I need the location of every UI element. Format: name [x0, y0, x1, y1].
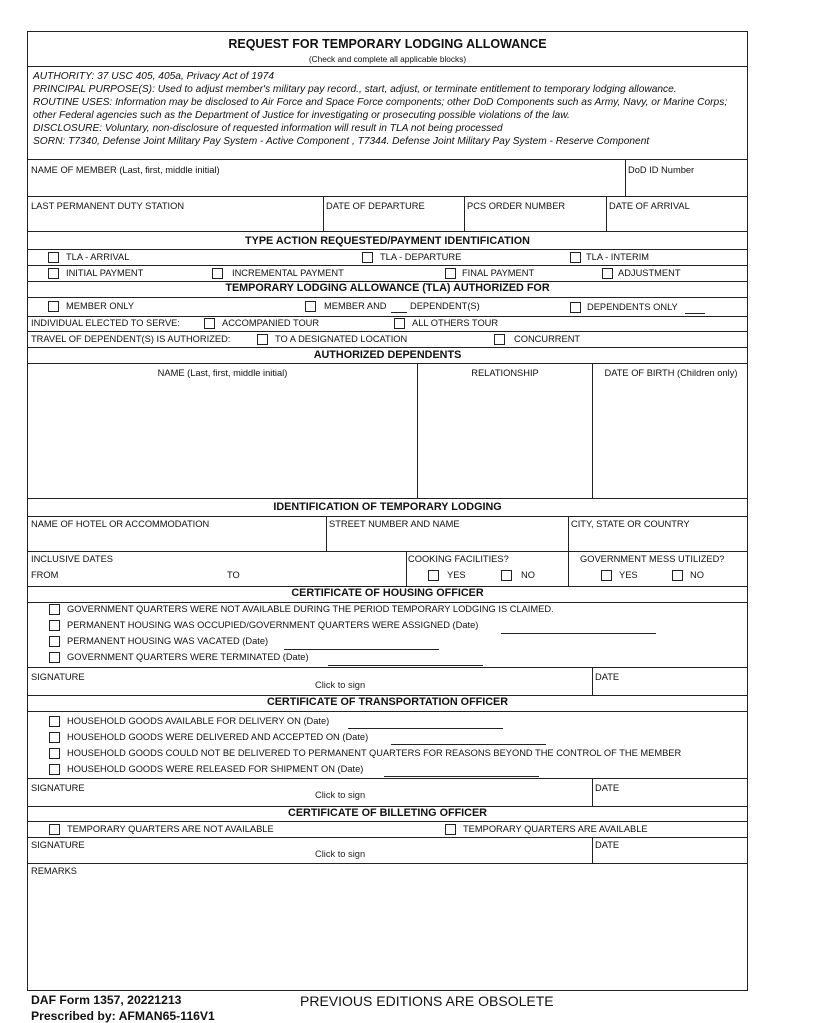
hotel-name-field[interactable]: [28, 530, 325, 550]
housing-date-field[interactable]: [594, 683, 747, 694]
date-of-birth-field[interactable]: [593, 380, 747, 496]
housing-item2-label: PERMANENT HOUSING WAS OCCUPIED/GOVERNMENT QUARTERS WERE ASSIGNED (Date): [67, 620, 479, 630]
transport-click-to-sign[interactable]: Click to sign: [315, 790, 366, 800]
transport-item4-label: HOUSEHOLD GOODS WERE RELEASED FOR SHIPMENT ON (Date): [67, 764, 364, 774]
dod-id-field[interactable]: [626, 172, 746, 195]
transport-item1-checkbox[interactable]: [49, 716, 60, 727]
final-payment-label: FINAL PAYMENT: [462, 268, 535, 278]
to-date-field[interactable]: [244, 566, 404, 584]
initial-payment-checkbox[interactable]: [48, 268, 59, 279]
mess-no-label: NO: [690, 570, 704, 580]
member-name-label: NAME OF MEMBER (Last, first, middle initial): [31, 165, 220, 175]
housing-item4-label: GOVERNMENT QUARTERS WERE TERMINATED (Date): [67, 652, 309, 662]
transport-date-field[interactable]: [594, 794, 747, 805]
departure-date-label: DATE OF DEPARTURE: [326, 201, 425, 211]
city-state-field[interactable]: [569, 530, 747, 550]
housing-item3-checkbox[interactable]: [49, 636, 60, 647]
transport-item2-checkbox[interactable]: [49, 732, 60, 743]
form-number: DAF Form 1357, 20221213: [31, 993, 182, 1007]
incremental-payment-label: INCREMENTAL PAYMENT: [232, 268, 344, 278]
pcs-order-label: PCS ORDER NUMBER: [467, 201, 566, 211]
tla-arrival-checkbox[interactable]: [48, 252, 59, 263]
tla-interim-checkbox[interactable]: [570, 252, 581, 263]
dependents-only-label: DEPENDENTS ONLY: [587, 302, 678, 312]
prescribed-by: Prescribed by: AFMAN65-116V1: [31, 1009, 215, 1023]
housing-item4-date-line[interactable]: [328, 665, 483, 666]
quarters-available-checkbox[interactable]: [445, 824, 456, 835]
authority-line: AUTHORITY: 37 USC 405, 405a, Privacy Act of 1974: [33, 71, 275, 82]
dod-id-label: DoD ID Number: [628, 165, 695, 175]
member-only-label: MEMBER ONLY: [66, 301, 135, 311]
housing-item3-date-line[interactable]: [284, 649, 439, 650]
temporary-lodging-header: IDENTIFICATION OF TEMPORARY LODGING: [273, 501, 502, 513]
accompanied-tour-checkbox[interactable]: [204, 318, 215, 329]
adjustment-checkbox[interactable]: [602, 268, 613, 279]
cooking-no-label: NO: [521, 570, 535, 580]
housing-item1-checkbox[interactable]: [49, 604, 60, 615]
cooking-yes-checkbox[interactable]: [428, 570, 439, 581]
routine-uses-line-2: other Federal agencies such as the Department of Justice for investigating or prosecuting possible violations of the law.: [33, 110, 570, 121]
remarks-label: REMARKS: [31, 866, 77, 876]
departure-date-field[interactable]: [324, 210, 463, 230]
all-others-tour-checkbox[interactable]: [394, 318, 405, 329]
quarters-not-available-checkbox[interactable]: [49, 824, 60, 835]
dependents-label: DEPENDENT(S): [410, 301, 480, 311]
concurrent-label: CONCURRENT: [514, 334, 581, 344]
cooking-no-checkbox[interactable]: [501, 570, 512, 581]
from-label: FROM: [31, 570, 59, 580]
quarters-available-label: TEMPORARY QUARTERS ARE AVAILABLE: [463, 824, 648, 834]
member-name-field[interactable]: [28, 172, 624, 195]
billeting-officer-header: CERTIFICATE OF BILLETING OFFICER: [288, 807, 487, 819]
elected-to-serve-label: INDIVIDUAL ELECTED TO SERVE:: [31, 318, 180, 328]
housing-signature-label: SIGNATURE: [31, 672, 85, 682]
mess-no-checkbox[interactable]: [672, 570, 683, 581]
arrival-date-field[interactable]: [607, 210, 747, 230]
tla-request-form: [27, 31, 748, 991]
authorized-dependents-header: AUTHORIZED DEPENDENTS: [313, 349, 462, 361]
routine-uses-line: ROUTINE USES: Information may be disclosed to Air Force and Space Force components; other DoD Components such as Army, Navy, or Marine Corps;: [33, 97, 728, 108]
accompanied-tour-label: ACCOMPANIED TOUR: [222, 318, 320, 328]
member-only-checkbox[interactable]: [48, 301, 59, 312]
transportation-officer-header: CERTIFICATE OF TRANSPORTATION OFFICER: [266, 696, 509, 708]
last-duty-station-label: LAST PERMANENT DUTY STATION: [31, 201, 185, 211]
transport-item4-checkbox[interactable]: [49, 764, 60, 775]
designated-location-label: TO A DESIGNATED LOCATION: [275, 334, 408, 344]
cooking-yes-label: YES: [447, 570, 466, 580]
street-label: STREET NUMBER AND NAME: [329, 519, 460, 529]
type-action-header: TYPE ACTION REQUESTED/PAYMENT IDENTIFICATION: [245, 235, 530, 247]
inclusive-dates-label: INCLUSIVE DATES: [31, 554, 113, 564]
transport-signature-label: SIGNATURE: [31, 783, 85, 793]
tla-interim-label: TLA - INTERIM: [586, 252, 650, 262]
transport-item2-label: HOUSEHOLD GOODS WERE DELIVERED AND ACCEPTED ON (Date): [67, 732, 369, 742]
housing-item4-checkbox[interactable]: [49, 652, 60, 663]
transport-date-label: DATE: [595, 783, 620, 793]
hotel-name-label: NAME OF HOTEL OR ACCOMMODATION: [31, 519, 210, 529]
quarters-not-available-label: TEMPORARY QUARTERS ARE NOT AVAILABLE: [67, 824, 274, 834]
date-of-birth-column: DATE OF BIRTH (Children only): [604, 368, 738, 378]
dependents-count-line[interactable]: [391, 312, 407, 313]
housing-click-to-sign[interactable]: Click to sign: [315, 680, 366, 690]
government-mess-label: GOVERNMENT MESS UTILIZED?: [580, 554, 725, 564]
tla-authorized-header: TEMPORARY LODGING ALLOWANCE (TLA) AUTHORIZED FOR: [225, 282, 550, 294]
transport-item1-date-line[interactable]: [348, 728, 503, 729]
all-others-tour-label: ALL OTHERS TOUR: [412, 318, 499, 328]
billeting-click-to-sign[interactable]: Click to sign: [315, 849, 366, 859]
travel-authorized-label: TRAVEL OF DEPENDENT(S) IS AUTHORIZED:: [31, 334, 231, 344]
arrival-date-label: DATE OF ARRIVAL: [609, 201, 690, 211]
relationship-field[interactable]: [418, 380, 591, 496]
housing-item3-label: PERMANENT HOUSING WAS VACATED (Date): [67, 636, 269, 646]
member-and-dependents-checkbox[interactable]: [305, 301, 316, 312]
housing-item2-date-line[interactable]: [501, 633, 656, 634]
dependents-only-checkbox[interactable]: [570, 302, 581, 313]
tla-departure-checkbox[interactable]: [362, 252, 373, 263]
housing-officer-header: CERTIFICATE OF HOUSING OFFICER: [291, 587, 484, 599]
privacy-act-statement: [33, 70, 727, 148]
housing-date-label: DATE: [595, 672, 620, 682]
mess-yes-checkbox[interactable]: [601, 570, 612, 581]
transport-item1-label: HOUSEHOLD GOODS AVAILABLE FOR DELIVERY ON (Date): [67, 716, 330, 726]
housing-item1-label: GOVERNMENT QUARTERS WERE NOT AVAILABLE DURING THE PERIOD TEMPORARY LODGING IS CLAIMED.: [67, 604, 554, 614]
billeting-date-field[interactable]: [594, 851, 747, 862]
initial-payment-label: INITIAL PAYMENT: [66, 268, 144, 278]
form-title: REQUEST FOR TEMPORARY LODGING ALLOWANCE: [228, 37, 547, 51]
street-field[interactable]: [327, 530, 567, 550]
form-subtitle: (Check and complete all applicable blocks): [308, 54, 467, 64]
dependent-name-column: NAME (Last, first, middle initial): [157, 368, 288, 378]
transport-item2-date-line[interactable]: [391, 744, 546, 745]
to-label: TO: [227, 570, 240, 580]
from-date-field[interactable]: [62, 566, 222, 584]
city-state-label: CITY, STATE OR COUNTRY: [571, 519, 690, 529]
tla-arrival-label: TLA - ARRIVAL: [66, 252, 130, 262]
adjustment-label: ADJUSTMENT: [618, 268, 681, 278]
dependents-only-count-line[interactable]: [685, 313, 705, 314]
incremental-payment-checkbox[interactable]: [212, 268, 223, 279]
housing-item2-checkbox[interactable]: [49, 620, 60, 631]
remarks-field[interactable]: [28, 878, 747, 990]
transport-item3-label: HOUSEHOLD GOODS COULD NOT BE DELIVERED TO PERMANENT QUARTERS FOR REASONS BEYOND THE CONTROL OF THE MEMBER: [67, 748, 682, 758]
relationship-column: RELATIONSHIP: [471, 368, 539, 378]
billeting-signature-label: SIGNATURE: [31, 840, 85, 850]
designated-location-checkbox[interactable]: [257, 334, 268, 345]
transport-item4-date-line[interactable]: [384, 776, 539, 777]
obsolete-notice: PREVIOUS EDITIONS ARE OBSOLETE: [300, 993, 554, 1009]
final-payment-checkbox[interactable]: [445, 268, 456, 279]
transport-item3-checkbox[interactable]: [49, 748, 60, 759]
member-and-label: MEMBER AND: [324, 301, 387, 311]
tla-departure-label: TLA - DEPARTURE: [380, 252, 462, 262]
cooking-facilities-label: COOKING FACILITIES?: [408, 554, 509, 564]
billeting-date-label: DATE: [595, 840, 620, 850]
concurrent-checkbox[interactable]: [494, 334, 505, 345]
purpose-line: PRINCIPAL PURPOSE(S): Used to adjust member's military pay record., start, adjust, or terminate entitlement to temporary lodging allowance.: [33, 84, 677, 95]
dependent-names-field[interactable]: [28, 380, 416, 496]
mess-yes-label: YES: [619, 570, 638, 580]
pcs-order-field[interactable]: [465, 210, 605, 230]
last-duty-station-field[interactable]: [28, 210, 322, 230]
disclosure-line: DISCLOSURE: Voluntary, non-disclosure of requested information will result in TLA not being processed: [33, 123, 503, 134]
sorn-line: SORN: T7340, Defense Joint Military Pay System - Active Component , T7344. Defense Joint Military Pay System - Reserve Component: [33, 136, 650, 147]
